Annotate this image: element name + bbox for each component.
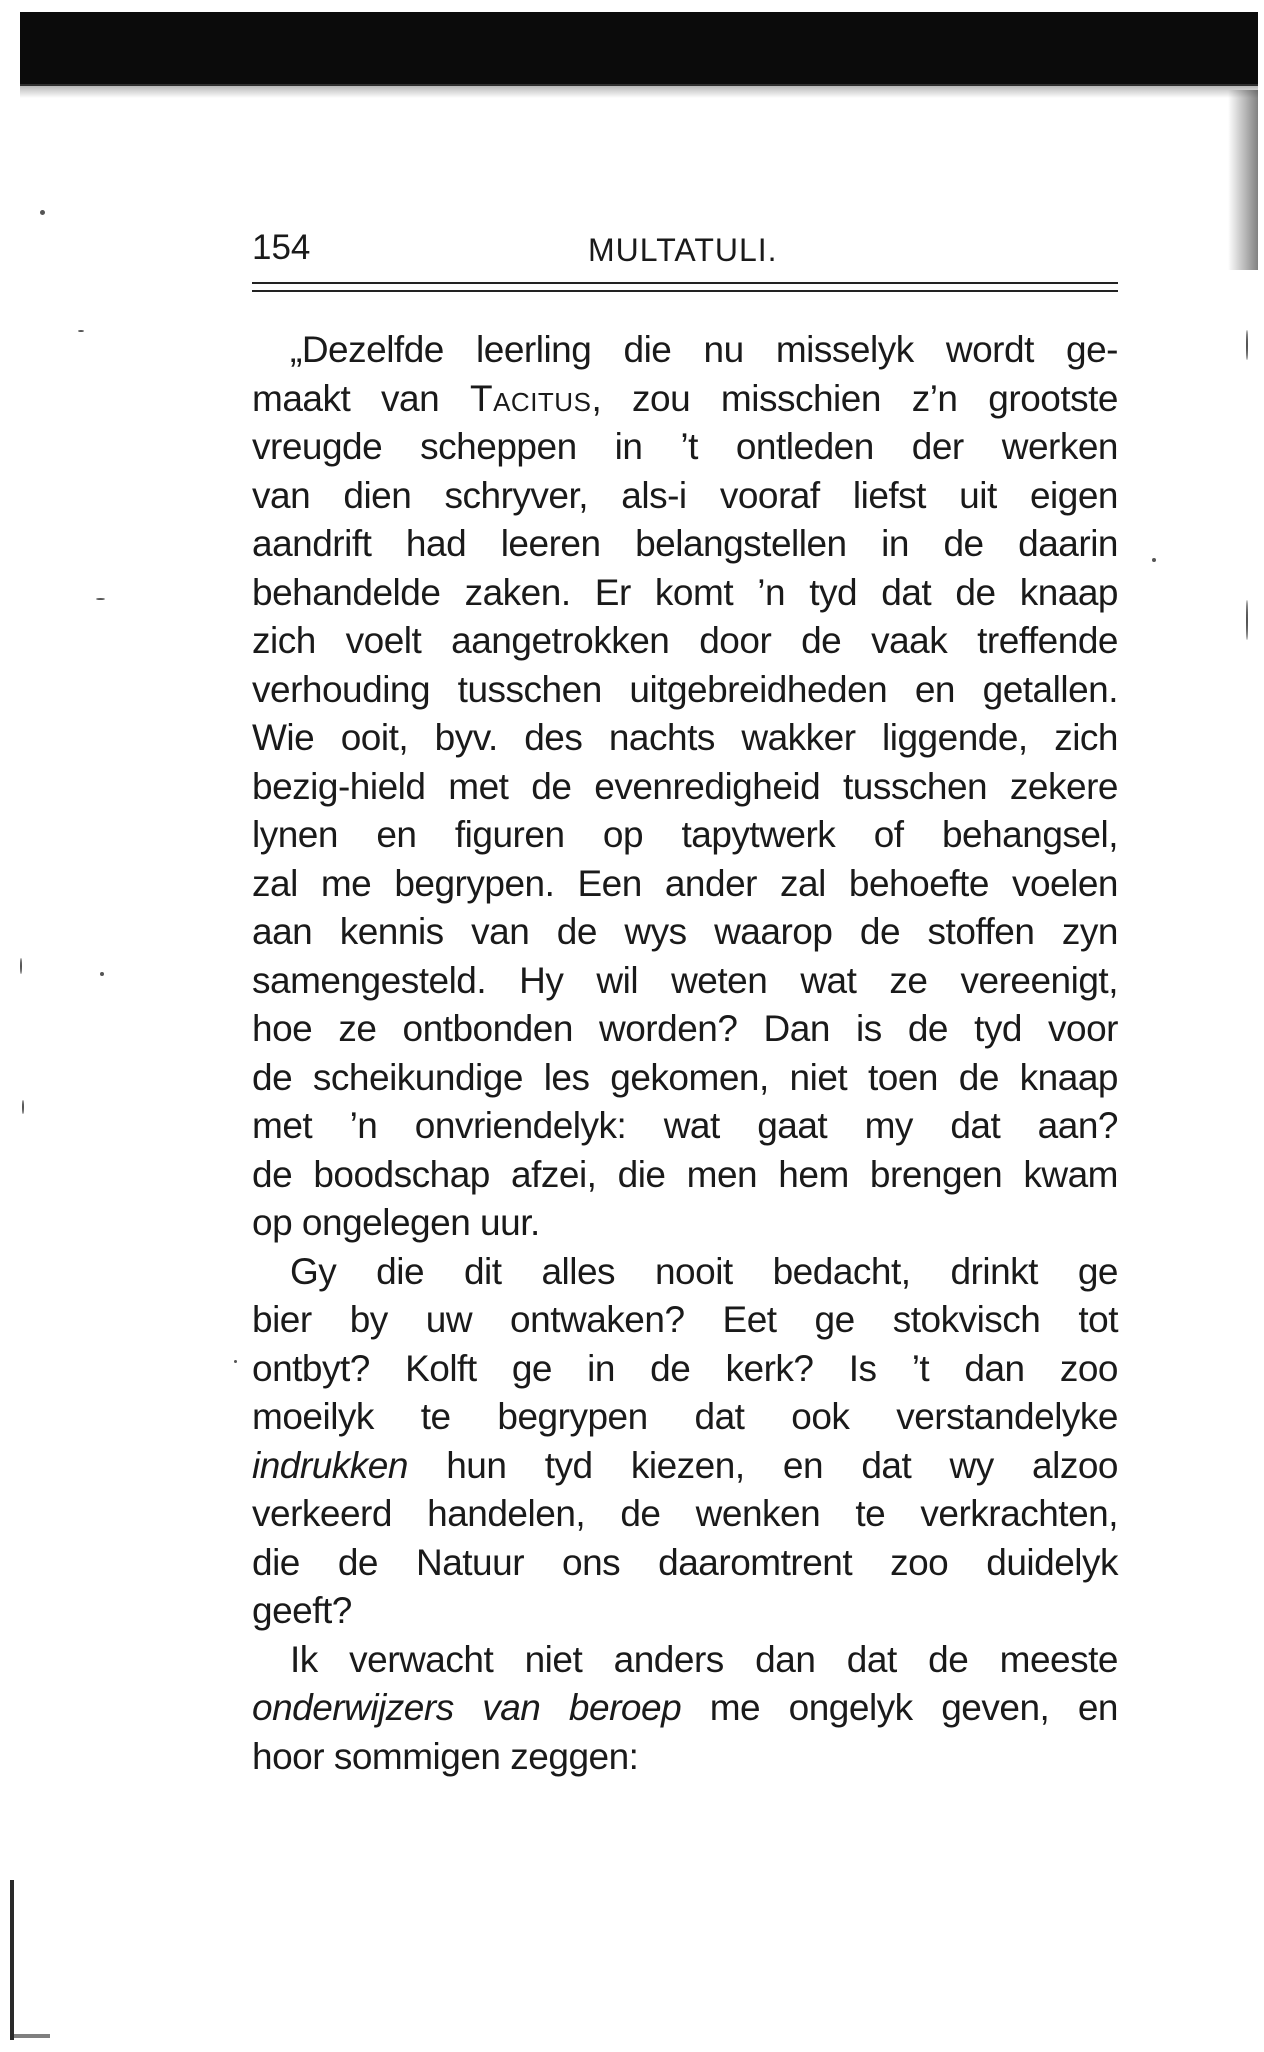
text-run: hoor sommigen zeggen: — [252, 1735, 639, 1777]
scan-speck — [234, 1360, 237, 1363]
text-run: van dien schryver, als-i vooraf liefst uit eigen — [252, 474, 1118, 516]
text-run: Wie ooit, byv. des nachts wakker liggende, zich — [252, 717, 1118, 758]
text-run: Gy die dit alles nooit bedacht, drinkt ge — [290, 1250, 1118, 1292]
text-line — [252, 472, 1118, 521]
text-run: verkeerd handelen, de wenken te verkrachten, — [252, 1493, 1118, 1534]
paragraph — [252, 326, 1118, 1248]
text-line — [252, 1248, 1118, 1297]
scan-top-shadow — [20, 84, 1258, 98]
text-run: behandelde zaken. Er komt ’n tyd dat de knaap — [252, 571, 1118, 613]
text-line — [252, 908, 1118, 957]
text-line — [252, 1733, 1118, 1782]
text-run: vreugde scheppen in ’t ontleden der werken — [252, 426, 1118, 467]
text-run: zich voelt aangetrokken door de vaak treffende — [252, 620, 1118, 661]
text-line — [252, 860, 1118, 909]
text-line — [252, 617, 1118, 666]
text-line — [252, 1199, 1118, 1248]
text-run: aan kennis van de wys waarop de stoffen zyn — [252, 911, 1118, 952]
scan-speck — [22, 1100, 24, 1114]
text-line — [252, 763, 1118, 812]
scan-speck — [1152, 558, 1156, 562]
text-run: moeilyk te begrypen dat ook verstandelyke — [252, 1396, 1118, 1437]
text-line — [252, 1636, 1118, 1685]
text-line — [252, 1393, 1118, 1442]
text-line — [252, 1490, 1118, 1539]
scan-speck — [78, 330, 84, 332]
italic-emphasis: onderwijzers van beroep — [252, 1687, 682, 1728]
text-run: aandrift had leeren belangstellen in de daarin — [252, 523, 1118, 564]
scan-left-edge-mark — [10, 1880, 14, 2040]
text-line — [252, 1587, 1118, 1636]
text-line — [252, 375, 1118, 424]
running-title: MULTATULI. — [588, 232, 778, 268]
text-line — [252, 326, 1118, 375]
text-run: Ik verwacht niet anders dan dat de meeste — [290, 1638, 1118, 1680]
text-line — [252, 666, 1118, 715]
text-line — [252, 1005, 1118, 1054]
page-header — [252, 222, 1120, 272]
italic-emphasis: indrukken — [252, 1444, 408, 1486]
text-run: me ongelyk geven, en — [681, 1687, 1119, 1728]
text-run: , zou misschien z’n grootste — [591, 377, 1118, 419]
paragraph — [252, 1636, 1118, 1782]
scan-speck — [96, 598, 105, 600]
text-run: lynen en figuren op tapytwerk of behangsel, — [252, 814, 1118, 855]
text-line — [252, 1296, 1118, 1345]
text-run: zal me begrypen. Een ander zal behoefte voelen — [252, 862, 1118, 904]
scan-speck — [20, 958, 22, 974]
text-run: bier by uw ontwaken? Eet ge stokvisch tot — [252, 1299, 1118, 1340]
scan-speck — [100, 972, 104, 976]
text-run: op ongelegen uur. — [252, 1202, 540, 1243]
page-number: 154 — [252, 228, 311, 267]
text-run: geeft? — [252, 1590, 352, 1631]
text-line — [252, 957, 1118, 1006]
text-line — [252, 1442, 1118, 1491]
text-run: de boodschap afzei, die men hem brengen kwam — [252, 1153, 1118, 1195]
text-run: de scheikundige les gekomen, niet toen de knaap — [252, 1056, 1118, 1098]
text-line — [252, 1684, 1118, 1733]
scan-speck — [1246, 330, 1248, 360]
text-line — [252, 423, 1118, 472]
header-rule — [252, 290, 1118, 292]
text-line — [252, 1054, 1118, 1103]
text-line — [252, 520, 1118, 569]
text-line — [252, 1539, 1118, 1588]
text-line — [252, 1345, 1118, 1394]
text-run: verhouding tusschen uitgebreidheden en getallen. — [252, 668, 1118, 710]
text-run: die de Natuur ons daaromtrent zoo duidelyk — [252, 1541, 1118, 1583]
text-line — [252, 1102, 1118, 1151]
text-run: hoe ze ontbonden worden? Dan is de tyd voor — [252, 1008, 1118, 1049]
text-run: samengesteld. Hy wil weten wat ze vereenigt, — [252, 959, 1118, 1001]
text-line — [252, 569, 1118, 618]
text-line — [252, 714, 1118, 763]
scan-speck — [40, 210, 45, 215]
scan-top-border — [20, 12, 1258, 86]
text-line — [252, 811, 1118, 860]
scan-left-edge-foot — [10, 2034, 50, 2038]
text-run: „Dezelfde leerling die nu misselyk wordt ge- — [290, 329, 1118, 370]
text-run: maakt van — [252, 377, 470, 419]
scan-right-edge-shadow — [1228, 90, 1258, 270]
header-rule — [252, 282, 1118, 284]
text-run: hun tyd kiezen, en dat wy alzoo — [407, 1444, 1118, 1486]
scan-speck — [1246, 600, 1248, 640]
text-run: ontbyt? Kolft ge in de kerk? Is ’t dan zoo — [252, 1347, 1118, 1389]
small-caps-name: Tacitus — [469, 377, 592, 419]
text-line — [252, 1151, 1118, 1200]
body-text — [252, 326, 1118, 1781]
text-run: bezig-hield met de evenredigheid tusschen zekere — [252, 765, 1118, 807]
text-run: met ’n onvriendelyk: wat gaat my dat aan? — [252, 1105, 1118, 1146]
paragraph — [252, 1248, 1118, 1636]
